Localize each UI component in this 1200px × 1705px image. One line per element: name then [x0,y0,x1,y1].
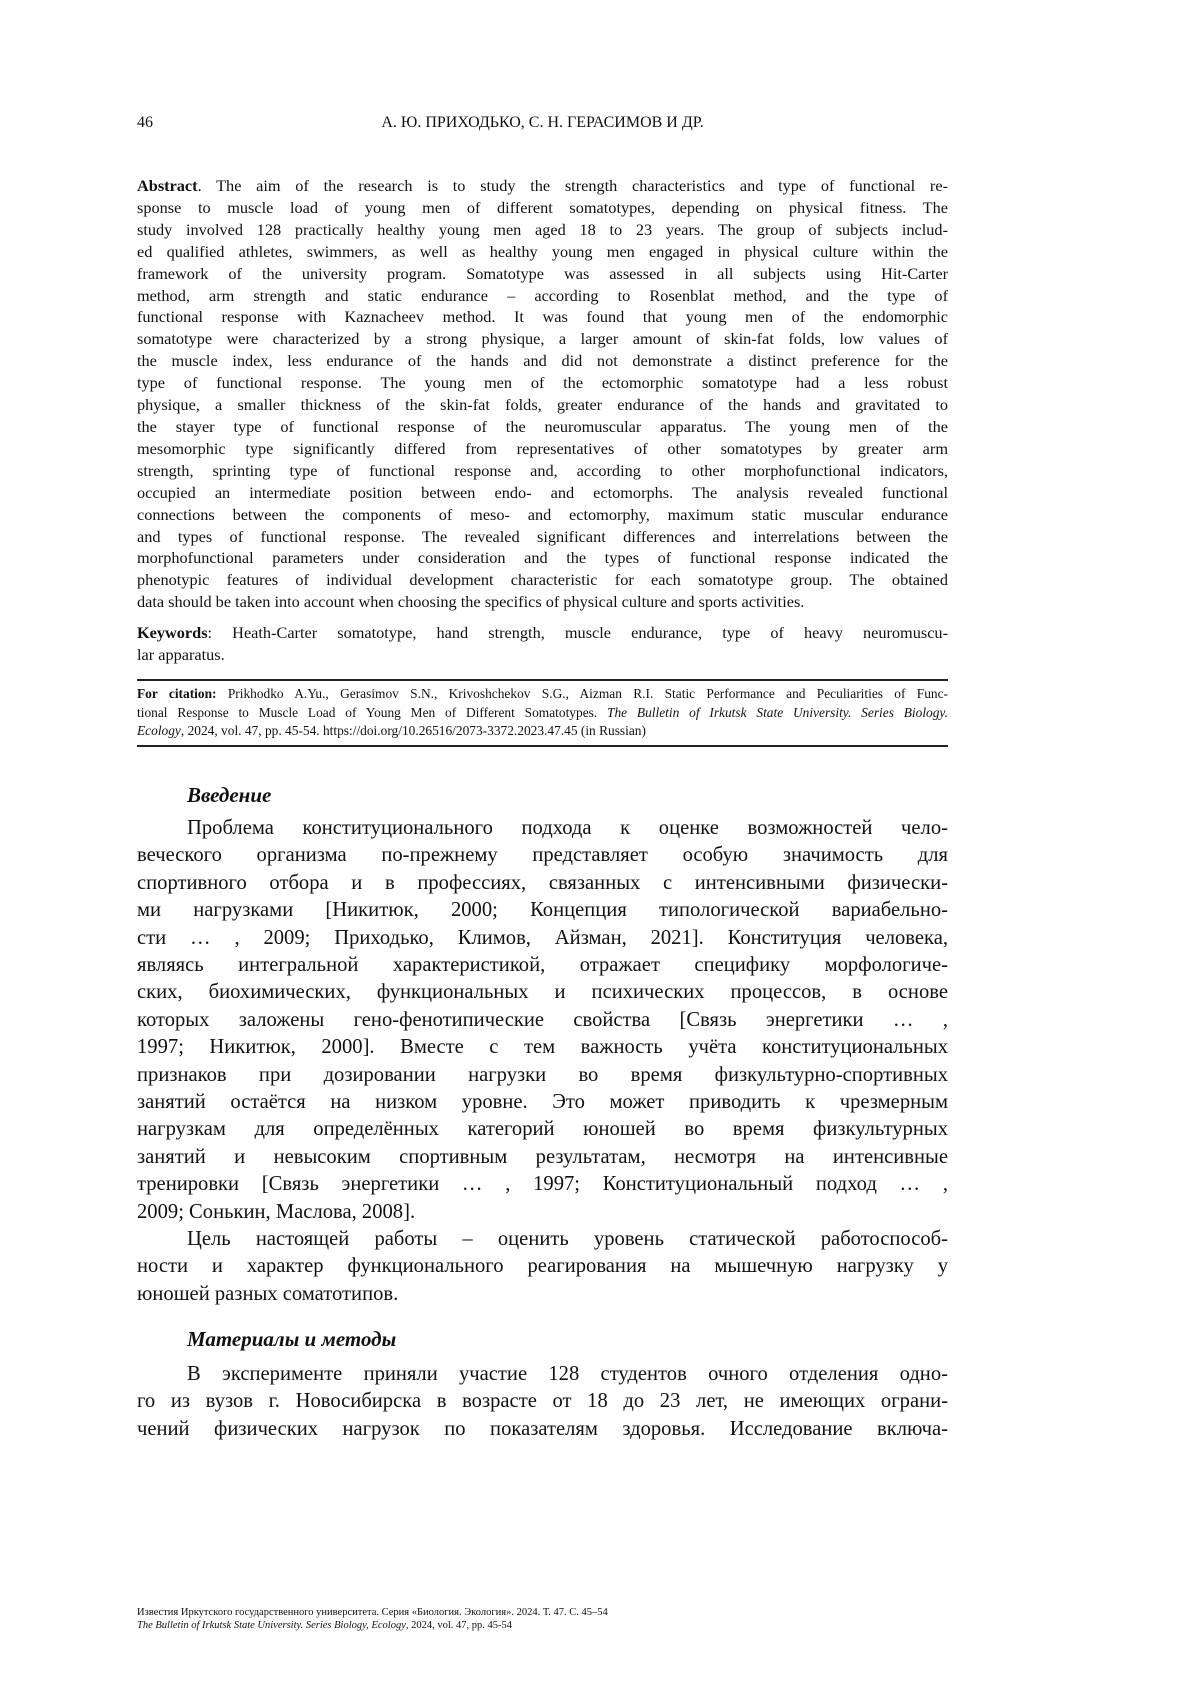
text-line [137,175,948,197]
text-line [137,504,948,526]
section-heading-introduction: Введение [187,783,271,808]
line-text: сти … , 2009; Приходько, Климов, Айзман, 2021]. Конституция человека, [137,927,948,949]
label: Abstract [137,176,198,195]
paragraph [137,815,948,1226]
line-text: Проблема конституционального подхода к оценке возможностей чело- [187,817,948,839]
line-text: phenotypic features of individual development characteristic for each somatotype group. The obtained [137,570,948,589]
text-line [137,1089,948,1116]
text-line [137,1388,948,1415]
text-line [137,285,948,307]
section-heading-methods: Материалы и методы [187,1327,396,1352]
line-text: занятий и невысоким спортивным результатам, несмотря на интенсивные [137,1146,948,1168]
text-line [137,526,948,548]
text-line [137,328,948,350]
line-text: sponse to muscle load of young men of different somatotypes, depending on physical fitness. The [137,198,948,217]
footer-journal-title: The Bulletin of Irkutsk State University. Series Biology, Ecology [137,1620,406,1631]
text-line [137,197,948,219]
line-text: юношей разных соматотипов. [137,1283,398,1305]
text-line [137,1062,948,1089]
line-text: ed qualified athletes, swimmers, as well as healthy young men engaged in physical culture within the [137,242,948,261]
text-line [137,482,948,504]
line-text: нагрузкам для определённых категорий юношей во время физкультурных [137,1118,948,1140]
text-line [137,1226,948,1253]
footer-journal-ru: Известия Иркутского государственного университета. Серия «Биология. Экология». 2024. Т. 47. С. 45–54 [137,1606,608,1619]
text-line [137,842,948,869]
line-text: method, arm strength and static endurance – according to Rosenblat method, and the type of [137,286,948,305]
line-text: ских, биохимических, функциональных и психических процессов, в основе [137,981,948,1003]
text-line [137,241,948,263]
line-text: Цель настоящей работы – оценить уровень статической работоспособ- [187,1228,948,1250]
keywords [137,622,948,666]
text-line [137,263,948,285]
text-line [137,416,948,438]
citation-box [137,679,948,747]
line-text: occupied an intermediate position between endo- and ectomorphs. The analysis revealed functional [137,483,948,502]
citation-doi: , 2024, vol. 47, pp. 45-54. https://doi.org/10.26516/2073-3372.2023.47.45 (in Russian) [181,723,646,738]
line-text: the stayer type of functional response of the neuromuscular apparatus. The young men of the [137,417,948,436]
line-text: study involved 128 practically healthy young men aged 18 to 23 years. The group of subjects includ- [137,220,948,239]
text-line [137,1007,948,1034]
citation-text: tional Response to Muscle Load of Young Men of Different Somatotypes. [137,705,607,720]
text-line [137,1144,948,1171]
footer-journal-info: , 2024, vol. 47, pp. 45-54 [406,1620,512,1631]
citation-line [137,685,948,704]
line-text: занятий остаётся на низком уровне. Это может приводить к чрезмерным [137,1091,948,1113]
line-text: : Heath-Carter somatotype, hand strength, muscle endurance, type of heavy neuromuscu- [208,623,948,642]
text-line [137,1034,948,1061]
citation-journal: The Bulletin of Irkutsk State University. Series Biology. [607,705,948,720]
text-line [137,460,948,482]
paragraph [137,1361,948,1443]
text-line [137,1171,948,1198]
line-text: признаков при дозировании нагрузки во время физкультурно-спортивных [137,1064,948,1086]
line-text: ности и характер функционального реагирования на мышечную нагрузку у [137,1255,948,1277]
text-line [137,591,948,613]
text-line [137,1281,948,1308]
line-text: тренировки [Связь энергетики … , 1997; Конституциональный подход … , [137,1173,948,1195]
citation-line [137,704,948,723]
text-line [137,438,948,460]
text-line [137,952,948,979]
citation-label: For citation: [137,686,217,701]
text-line [137,815,948,842]
text-line [137,1199,948,1226]
paragraph [137,1226,948,1308]
line-text: 1997; Никитюк, 2000]. Вместе с тем важность учёта конституциональных [137,1036,948,1058]
text-line [137,644,948,666]
line-text: lar apparatus. [137,645,225,664]
page-number: 46 [137,114,153,132]
line-text: . The aim of the research is to study the strength characteristics and type of functional re- [198,176,948,195]
text-line [137,925,948,952]
text-line [137,569,948,591]
label: Keywords [137,623,208,642]
text-line [137,870,948,897]
running-head: А. Ю. ПРИХОДЬКО, С. Н. ГЕРАСИМОВ И ДР. [137,114,948,132]
line-text: 2009; Сонькин, Маслова, 2008]. [137,1201,415,1223]
line-text: somatotype were characterized by a strong physique, a larger amount of skin-fat folds, low values of [137,329,948,348]
citation-journal: Ecology [137,723,181,738]
line-text: веческого организма по-прежнему представляет особую значимость для [137,844,948,866]
line-text: ми нагрузками [Никитюк, 2000; Концепция типологической вариабельно- [137,899,948,921]
line-text: В эксперименте приняли участие 128 студентов очного отделения одно- [187,1363,948,1385]
line-text: mesomorphic type significantly differed from representatives of other somatotypes by greater arm [137,439,948,458]
text-line [137,306,948,328]
line-text: the muscle index, less endurance of the hands and did not demonstrate a distinct preference for the [137,351,948,370]
page-footer [137,1606,608,1632]
text-line [137,1253,948,1280]
text-line [137,622,948,644]
line-text: чений физических нагрузок по показателям здоровья. Исследование включа- [137,1418,948,1440]
line-text: которых заложены гено-фенотипические свойства [Связь энергетики … , [137,1009,948,1031]
text-line [137,1116,948,1143]
text-line [137,394,948,416]
line-text: and types of functional response. The revealed significant differences and interrelations between the [137,527,948,546]
citation-text: Prikhodko A.Yu., Gerasimov S.N., Krivoshchekov S.G., Aizman R.I. Static Performance and Peculiarities of Func- [217,686,949,701]
text-line [137,1416,948,1443]
line-text: strength, sprinting type of functional response and, according to other morphofunctional indicators, [137,461,948,480]
footer-journal-en [137,1619,608,1632]
line-text: connections between the components of meso- and ectomorphy, maximum static muscular endurance [137,505,948,524]
line-text: го из вузов г. Новосибирска в возрасте от 18 до 23 лет, не имеющих ограни- [137,1390,948,1412]
line-text: data should be taken into account when choosing the specifics of physical culture and sports activities. [137,592,804,611]
text-line [137,219,948,241]
line-text: morphofunctional parameters under consideration and the types of functional response indicated the [137,548,948,567]
text-line [137,979,948,1006]
line-text: physique, a smaller thickness of the skin-fat folds, greater endurance of the hands and gravitated to [137,395,948,414]
text-line [137,897,948,924]
line-text: framework of the university program. Somatotype was assessed in all subjects using Hit-Carter [137,264,948,283]
text-line [137,372,948,394]
line-text: functional response with Kaznacheev method. It was found that young men of the endomorphic [137,307,948,326]
line-text: спортивного отбора и в профессиях, связанных с интенсивными физически- [137,872,948,894]
text-line [137,547,948,569]
citation-line [137,722,948,741]
line-text: type of functional response. The young men of the ectomorphic somatotype had a less robust [137,373,948,392]
text-line [137,1361,948,1388]
line-text: являясь интегральной характеристикой, отражает специфику морфологиче- [137,954,948,976]
abstract [137,175,948,613]
text-line [137,350,948,372]
